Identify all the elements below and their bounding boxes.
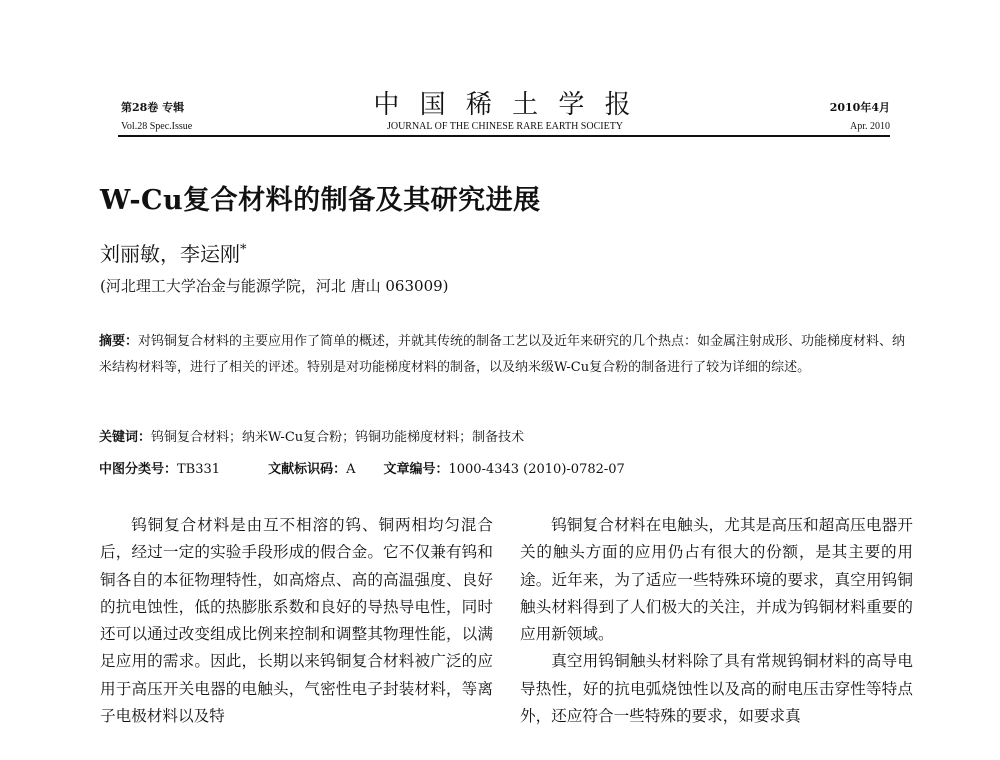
body-paragraph: 钨铜复合材料是由互不相溶的钨、铜两相均匀混合后，经过一定的实验手段形成的假合金。它不仅兼有钨和铜各自的本征物理特性，如高熔点、高的高温强度、良好的抗电蚀性，低的热膨胀系数和良好的导热导电性，同时还可以通过改变组成比例来控制和调整其物理性能，以满足应用的需求。因此，长期以来钨铜复合材料被广泛的应用于高压开关电器的电触头，气密性电子封装材料，等离子电极材料以及特 bbox=[100, 516, 493, 726]
doc-code-label: 文献标识码： bbox=[268, 462, 347, 477]
journal-title-en: JOURNAL OF THE CHINESE RARE EARTH SOCIETY bbox=[386, 121, 624, 132]
body-right-column bbox=[520, 512, 913, 730]
corresponding-author-mark: * bbox=[240, 242, 247, 258]
article-number-value: 1000-4343 (2010)-0782-07 bbox=[448, 462, 625, 477]
volume-label-en: Vol.28 Spec.Issue bbox=[121, 121, 193, 132]
journal-title-cn: 中 国 稀 土 学 报 bbox=[373, 90, 637, 120]
body-paragraph: 真空用钨铜触头材料除了具有常规钨铜材料的高导电导热性，好的抗电弧烧蚀性以及高的耐电压击穿性等特点外，还应符合一些特殊的要求，如要求真 bbox=[520, 652, 913, 726]
abstract bbox=[99, 329, 912, 381]
keywords bbox=[99, 425, 912, 451]
header-rule bbox=[118, 135, 890, 137]
author-names: 刘丽敏，李运刚 bbox=[100, 242, 240, 266]
classification-line bbox=[99, 457, 912, 483]
abstract-label: 摘要： bbox=[99, 334, 139, 349]
affiliation: (河北理工大学冶金与能源学院，河北 唐山 063009) bbox=[100, 277, 449, 295]
clc-label: 中图分类号： bbox=[99, 462, 178, 477]
body-paragraph: 钨铜复合材料在电触头，尤其是高压和超高压电器开关的触头方面的应用仍占有很大的份额，是其主要的用途。近年来，为了适应一些特殊环境的要求，真空用钨铜触头材料得到了人们极大的关注，并成为钨铜材料重要的应用新领域。 bbox=[520, 516, 913, 644]
clc-value: TB331 bbox=[177, 462, 221, 477]
article-number-label: 文章编号： bbox=[383, 462, 449, 477]
doc-code-value: A bbox=[346, 462, 356, 477]
date-label-cn: 2010年4月 bbox=[829, 101, 890, 114]
abstract-text: 对钨铜复合材料的主要应用作了简单的概述，并就其传统的制备工艺以及近年来研究的几个热点：如金属注射成形、功能梯度材料、纳米结构材料等，进行了相关的评述。特别是对功能梯度材料的制备，以及纳米级W-Cu复合粉的制备进行了较为详细的综述。 bbox=[99, 334, 906, 375]
keywords-text: 钨铜复合材料；纳米W-Cu复合粉；钨铜功能梯度材料；制备技术 bbox=[151, 430, 525, 445]
authors bbox=[100, 238, 247, 267]
article-title: W-Cu复合材料的制备及其研究进展 bbox=[100, 185, 541, 216]
body-left-column bbox=[100, 512, 493, 730]
keywords-label: 关键词： bbox=[99, 430, 152, 445]
volume-label-cn: 第28卷 专辑 bbox=[121, 101, 185, 114]
date-label-en: Apr. 2010 bbox=[850, 121, 890, 132]
